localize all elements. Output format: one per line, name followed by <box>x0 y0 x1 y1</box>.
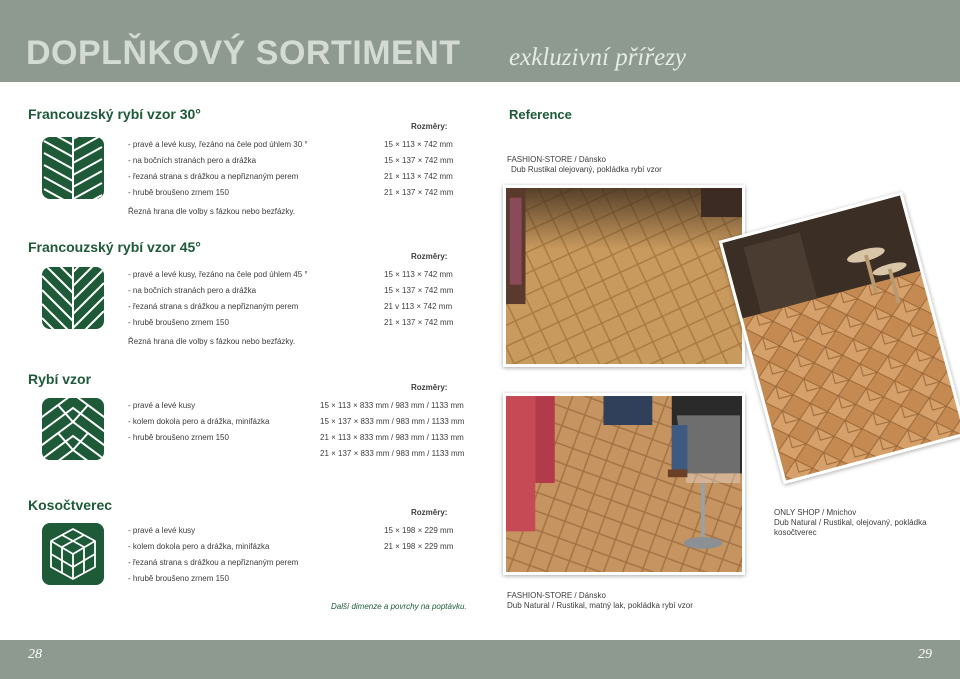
reference-photo-only-shop <box>719 192 960 485</box>
dimension-value: 15 × 137 × 833 mm / 983 mm / 1133 mm <box>320 417 465 426</box>
dimension-value: 21 × 137 × 742 mm <box>384 318 454 327</box>
reference-title: Reference <box>509 107 572 122</box>
section-title-fishbone: Rybí vzor <box>28 371 92 387</box>
dimension-value: 21 × 198 × 229 mm <box>384 542 454 551</box>
dimensions-heading: Rozměry: <box>411 383 448 392</box>
dimension-value: 21 × 113 × 742 mm <box>384 172 453 181</box>
reference-3-desc: Dub Natural / Rustikal, matný lak, pokládka rybí vzor <box>507 601 693 610</box>
dimensions-heading: Rozměry: <box>411 252 448 261</box>
feature-line: - hrubě broušeno zrnem 150 <box>128 318 229 327</box>
dimension-value: 21 × 137 × 833 mm / 983 mm / 1133 mm <box>320 449 465 458</box>
dimension-value: 21 × 137 × 742 mm <box>384 188 454 197</box>
page-footer <box>0 640 960 679</box>
feature-line: - kolem dokola pero a drážka, minifázka <box>128 542 270 551</box>
feature-line: - hrubě broušeno zrnem 150 <box>128 433 229 442</box>
feature-line: - pravé a levé kusy, řezáno na čele pod úhlem 30 ° <box>128 140 308 149</box>
feature-line: - řezaná strana s drážkou a nepřiznaným perem <box>128 302 299 311</box>
feature-line: - na bočních stranách pero a drážka <box>128 286 257 295</box>
left-page-title: DOPLŇKOVÝ SORTIMENT <box>26 34 461 72</box>
feature-line: - kolem dokola pero a drážka, minifázka <box>128 417 270 426</box>
right-page-number: 29 <box>918 647 932 662</box>
reference-photo-fashion-store <box>503 185 745 367</box>
feature-line: - řezaná strana s drážkou a nepřiznaným perem <box>128 172 299 181</box>
dimension-value: 15 × 113 × 742 mm <box>384 270 453 279</box>
dimension-value: 15 × 137 × 742 mm <box>384 156 454 165</box>
section-title-herringbone-45: Francouzský rybí vzor 45° <box>28 239 201 255</box>
dimensions-heading: Rozměry: <box>411 122 448 131</box>
reference-2-desc-cont: kosočtverec <box>774 528 817 537</box>
page-header <box>0 0 960 82</box>
rhombus-cube-icon <box>42 523 104 585</box>
feature-line: - pravé a levé kusy <box>128 401 196 410</box>
dimension-value: 15 × 113 × 833 mm / 983 mm / 1133 mm <box>320 401 464 410</box>
reference-photo-fashion-store-2 <box>503 393 745 575</box>
dimension-value: 21 × 113 × 833 mm / 983 mm / 1133 mm <box>320 433 464 442</box>
reference-1-desc: Dub Rustikal olejovaný, pokládka rybí vzor <box>511 165 662 174</box>
feature-line: - pravé a levé kusy <box>128 526 196 535</box>
dimensions-heading: Rozměry: <box>411 508 448 517</box>
reference-2-store: ONLY SHOP / Mnichov <box>774 508 857 517</box>
cut-edge-note: Řezná hrana dle volby s fázkou nebo bezfázky. <box>128 207 296 216</box>
feature-line: - na bočních stranách pero a drážka <box>128 156 257 165</box>
left-page-number: 28 <box>28 647 42 662</box>
more-dimensions-note: Další dimenze a povrchy na poptávku. <box>331 602 467 611</box>
fishbone-pattern-icon <box>42 398 104 460</box>
herringbone-30-icon <box>42 137 104 199</box>
right-page-title: exkluzivní přířezy <box>509 44 687 71</box>
feature-line: - hrubě broušeno zrnem 150 <box>128 574 229 583</box>
reference-1-store: FASHION-STORE / Dánsko <box>507 155 606 164</box>
section-title-herringbone-30: Francouzský rybí vzor 30° <box>28 106 201 122</box>
dimension-value: 15 × 113 × 742 mm <box>384 140 453 149</box>
reference-2-desc: Dub Natural / Rustikal, olejovaný, pokládka <box>774 518 927 527</box>
reference-3-store: FASHION-STORE / Dánsko <box>507 591 606 600</box>
dimension-value: 15 × 198 × 229 mm <box>384 526 454 535</box>
feature-line: - hrubě broušeno zrnem 150 <box>128 188 229 197</box>
section-title-rhombus: Kosočtverec <box>28 497 113 513</box>
cut-edge-note: Řezná hrana dle volby s fázkou nebo bezfázky. <box>128 337 296 346</box>
dimension-value: 15 × 137 × 742 mm <box>384 286 454 295</box>
feature-line: - pravé a levé kusy, řezáno na čele pod úhlem 45 ° <box>128 270 308 279</box>
herringbone-45-icon <box>42 267 104 329</box>
feature-line: - řezaná strana s drážkou a nepřiznaným perem <box>128 558 299 567</box>
dimension-value: 21 v 113 × 742 mm <box>384 302 453 311</box>
